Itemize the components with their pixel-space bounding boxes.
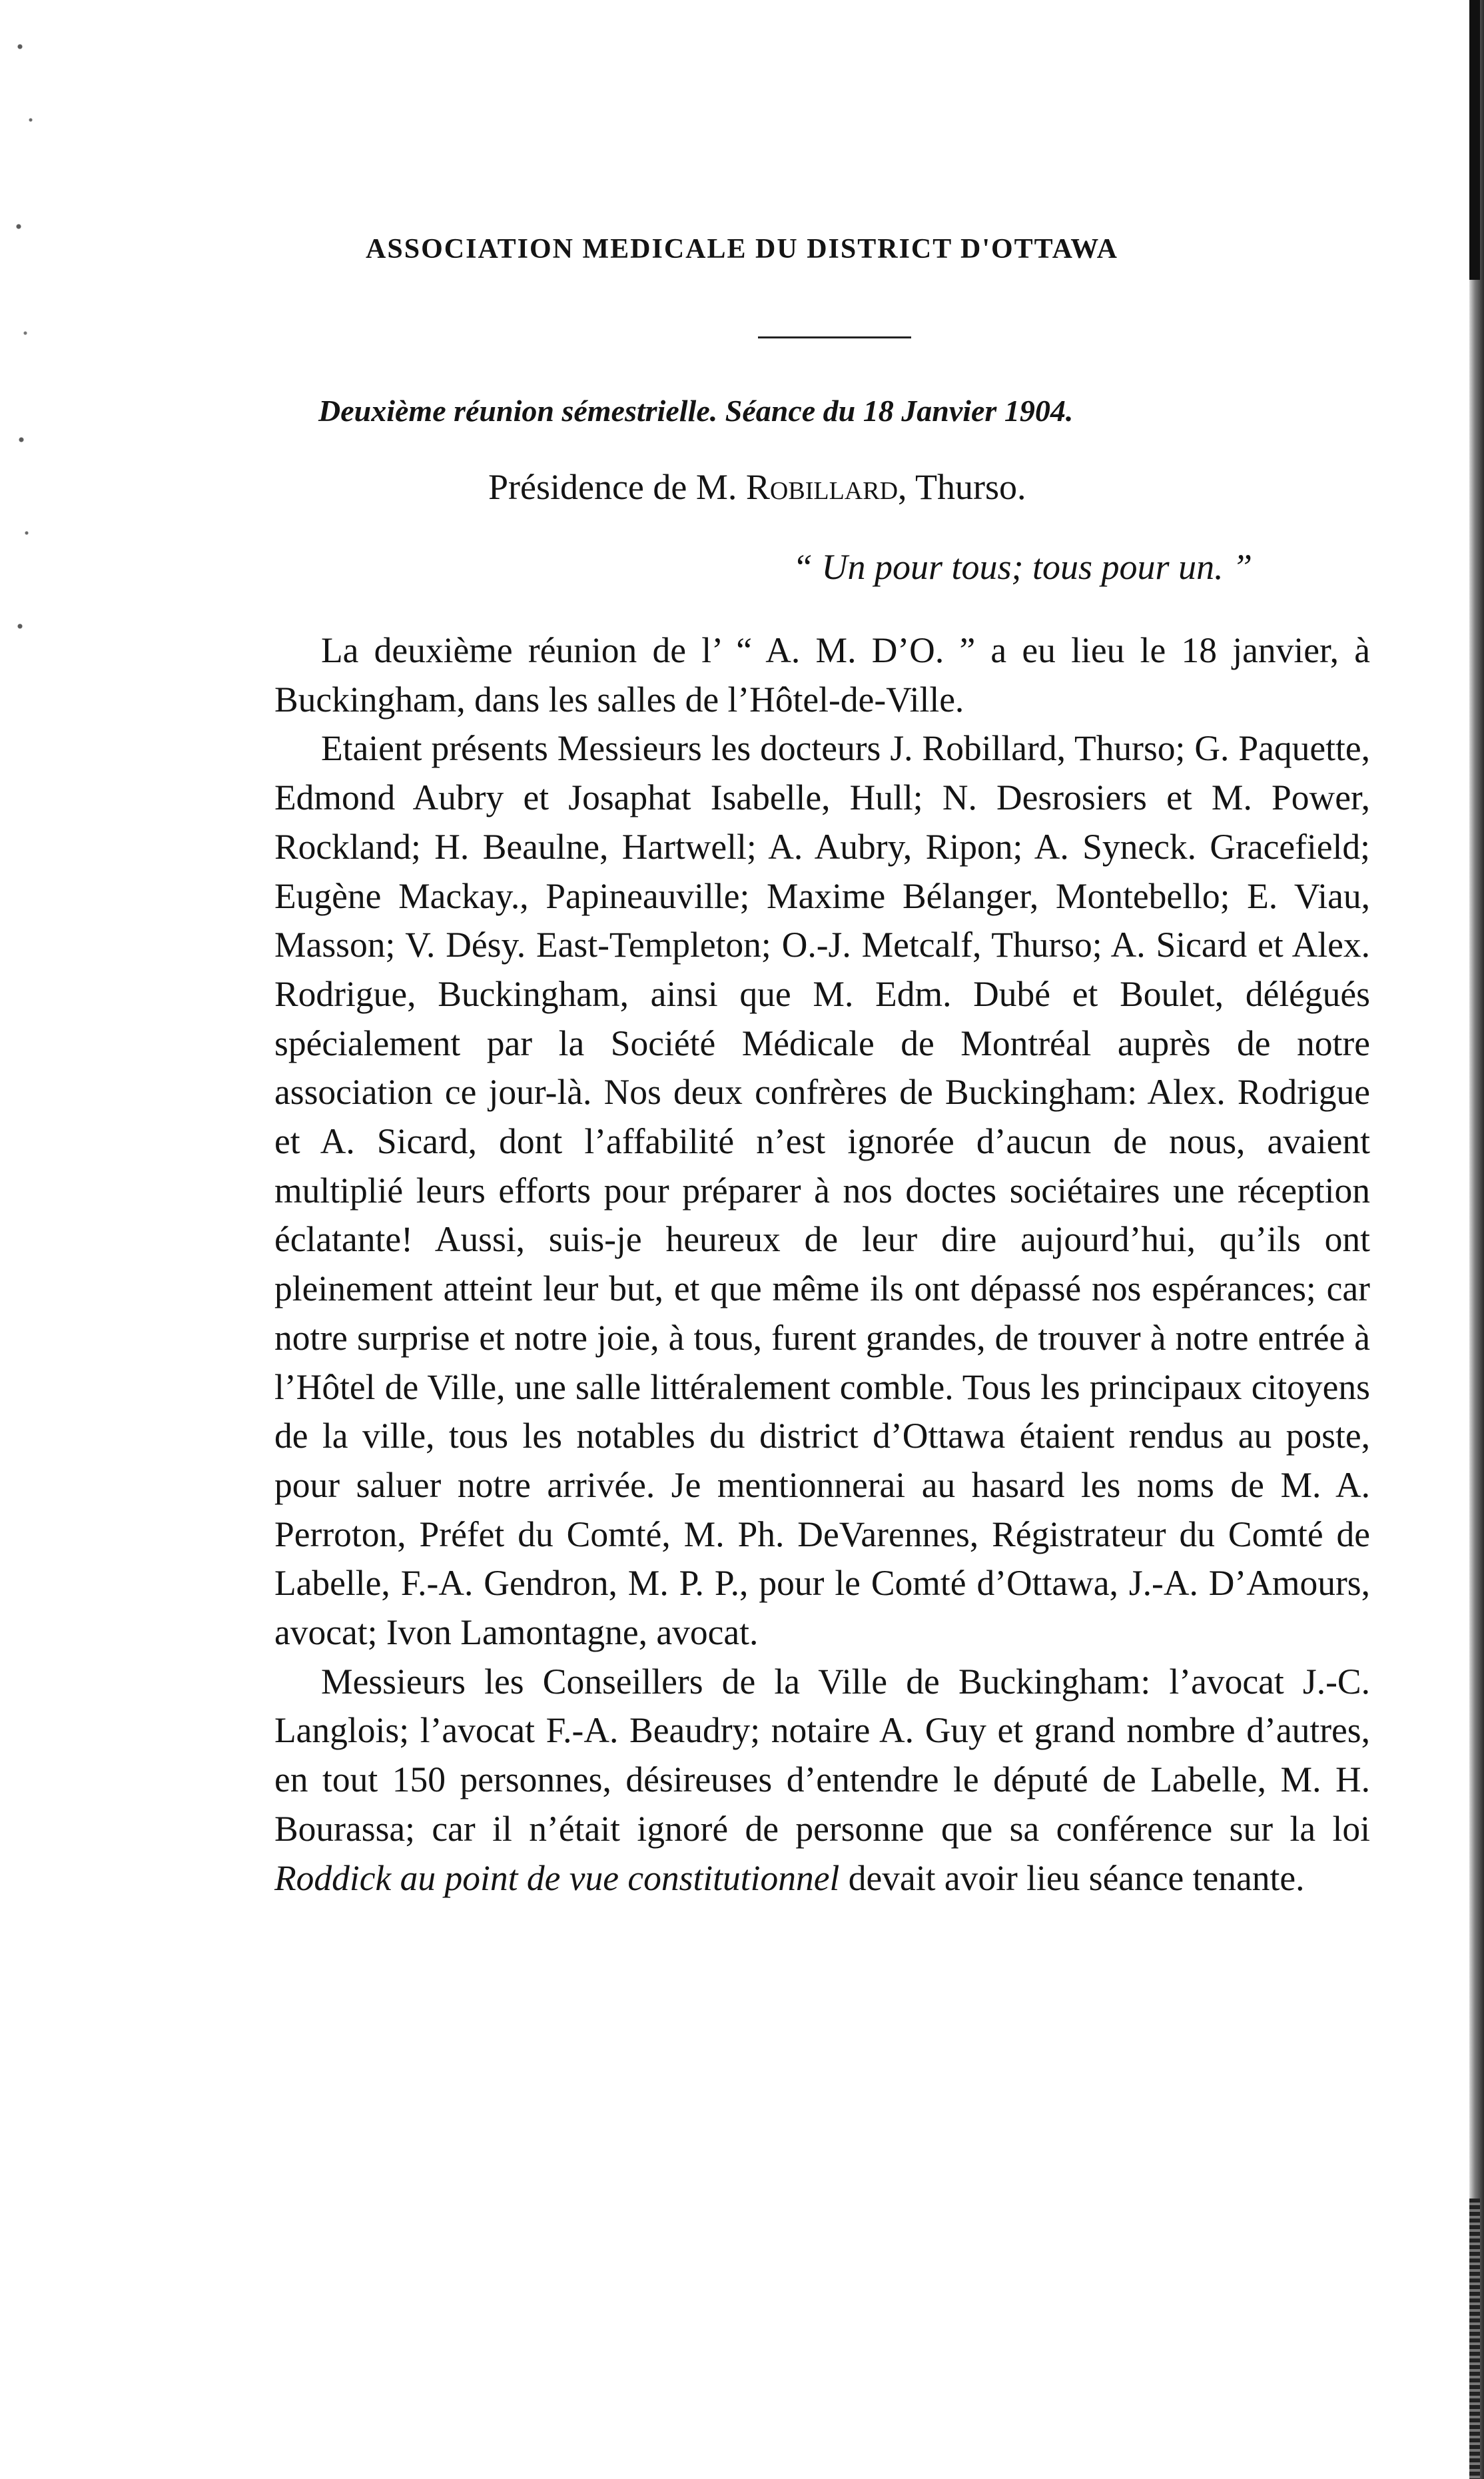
paragraph-1: La deuxième réunion de l’ “ A. M. D’O. ” a eu lieu le 18 janvier, à Buckingham, dans les salles de l’Hôtel-de-Ville. [274,630,1370,720]
presidence-line [488,466,1026,508]
paragraph-3-text-a: Messieurs les Conseillers de la Ville de Buckingham: l’avocat J.-C. Langlois; l’avocat F.-A. Beaudry; notaire A. Guy et grand nombre d’autres, en tout 150 personnes, désireuses d’entendre le député de Labelle, M. H. Bourassa; car il n’était ignoré de personne que sa conférence sur la loi [274,1661,1370,1849]
paragraph-2: Etaient présents Messieurs les docteurs J. Robillard, Thurso; G. Paquette, Edmond Aubry et Josaphat Isabelle, Hull; N. Desrosiers et M. Power, Rockland; H. Beaulne, Hartwell; A. Aubry, Ripon; A. Syneck. Gracefield; Eugène Mackay., Papineauville; Maxime Bélanger, Montebello; E. Viau, Masson; V. Désy. East-Templeton; O.-J. Metcalf, Thurso; A. Sicard et Alex. Rodrigue, Buckingham, ainsi que M. Edm. Dubé et Boulet, délégués spécialement par la Société Médicale de Montréal auprès de notre association ce jour-là. Nos deux confrères de Buckingham: Alex. Rodrigue et A. Sicard, dont l’affabilité n’est ignorée d’aucun de nous, avaient multiplié leurs efforts pour préparer à nos doctes sociétaires une réception éclatante! Aussi, suis-je heureux de leur dire aujourd’hui, qu’ils ont pleinement atteint leur but, et que même ils ont dépassé nos espérances; car notre surprise et notre joie, à tous, furent grandes, de trouver à notre entrée à l’Hôtel de Ville, une salle littéralement comble. Tous les principaux citoyens de la ville, tous les notables du district d’Ottawa étaient rendus au poste, pour saluer notre arrivée. Je mentionnerai au hasard les noms de M. A. Perroton, Préfet du Comté, M. Ph. DeVarennes, Régistrateur du Comté de Labelle, F.-A. Gendron, M. P. P., pour le Comté d’Ottawa, J.-A. D’Amours, avocat; Ivon Lamontagne, avocat. [274,728,1370,1653]
heading-divider [758,336,911,338]
paragraph-3-italic: Roddick au point de vue constitutionnel [274,1857,840,1898]
presidence-prefix: Présidence de M. [488,467,746,507]
scan-margin-noise [7,27,47,759]
presidence-suffix: , Thurso. [898,467,1026,507]
session-line: Deuxième réunion sémestrielle. Séance du 18 Janvier 1904. [318,394,1074,428]
document-heading: ASSOCIATION MEDICALE DU DISTRICT D'OTTAWA [366,234,1118,264]
presidence-name: Robillard [745,467,899,507]
paragraph-3-text-b: devait avoir lieu séance tenante. [839,1857,1305,1898]
page-binding-edge [1469,0,1484,2479]
motto: “ Un pour tous; tous pour un. ” [793,547,1253,587]
binding-shadow-bottom [1469,2199,1480,2479]
body-text [274,626,1370,1903]
paragraph-3 [274,1658,1370,1903]
